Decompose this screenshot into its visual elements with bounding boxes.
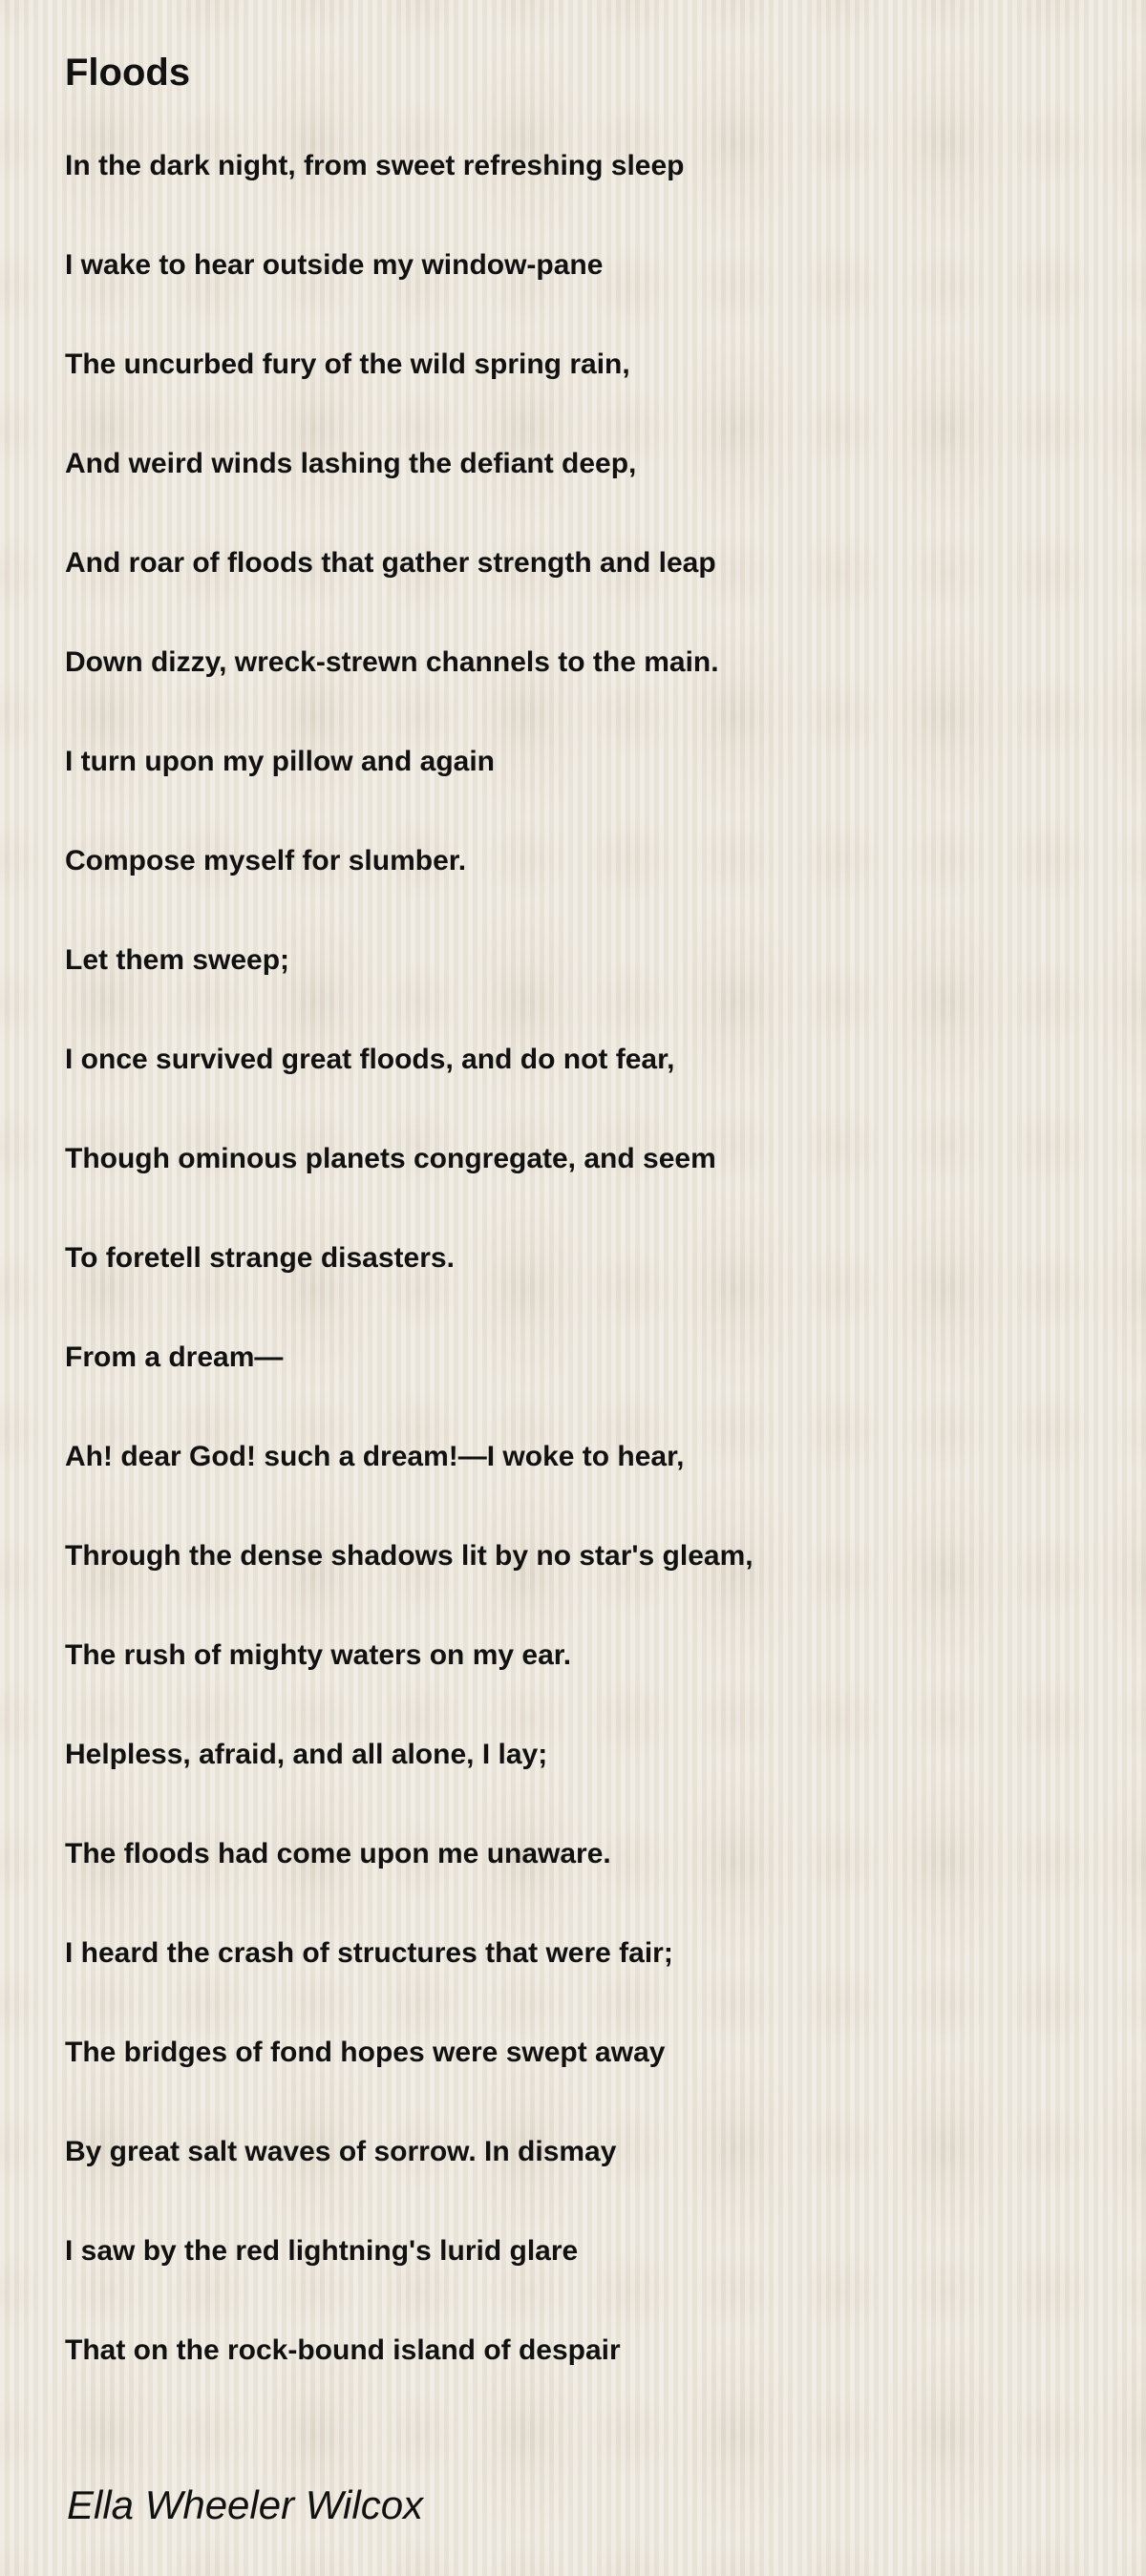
poem-line: That on the rock-bound island of despair: [65, 2334, 621, 2366]
poem-line: And roar of floods that gather strength and leap: [65, 547, 716, 579]
poem-line: To foretell strange disasters.: [65, 1242, 455, 1274]
poem-line: The bridges of fond hopes were swept away: [65, 2037, 666, 2068]
poem-line: Though ominous planets congregate, and seem: [65, 1143, 716, 1174]
poem-line: Let them sweep;: [65, 944, 290, 976]
poem-line: Helpless, afraid, and all alone, I lay;: [65, 1739, 548, 1770]
poem-line: And weird winds lashing the defiant deep,: [65, 448, 637, 479]
poem-title: Floods: [65, 52, 191, 94]
poem-line: From a dream—: [65, 1341, 284, 1373]
poem-line: Down dizzy, wreck-strewn channels to the main.: [65, 646, 719, 678]
poem-line: I once survived great floods, and do not fear,: [65, 1044, 675, 1075]
poem-line: Compose myself for slumber.: [65, 845, 467, 876]
poem-line: The uncurbed fury of the wild spring rain,: [65, 348, 630, 380]
poem-line: The floods had come upon me unaware.: [65, 1838, 611, 1869]
poem-line: I wake to hear outside my window-pane: [65, 249, 604, 281]
poem: [65, 0, 1115, 2576]
poem-line: I turn upon my pillow and again: [65, 746, 495, 777]
poem-line: In the dark night, from sweet refreshing sleep: [65, 150, 685, 181]
poem-lines: [65, 141, 753, 2425]
poem-line: I heard the crash of structures that were fair;: [65, 1937, 673, 1969]
poem-line: By great salt waves of sorrow. In dismay: [65, 2136, 617, 2167]
poem-line: I saw by the red lightning's lurid glare: [65, 2235, 579, 2267]
poem-line: Through the dense shadows lit by no star's gleam,: [65, 1540, 753, 1572]
poem-author: Ella Wheeler Wilcox: [67, 2482, 424, 2527]
poem-line: The rush of mighty waters on my ear.: [65, 1639, 572, 1671]
poem-line: Ah! dear God! such a dream!—I woke to hear,: [65, 1441, 685, 1472]
